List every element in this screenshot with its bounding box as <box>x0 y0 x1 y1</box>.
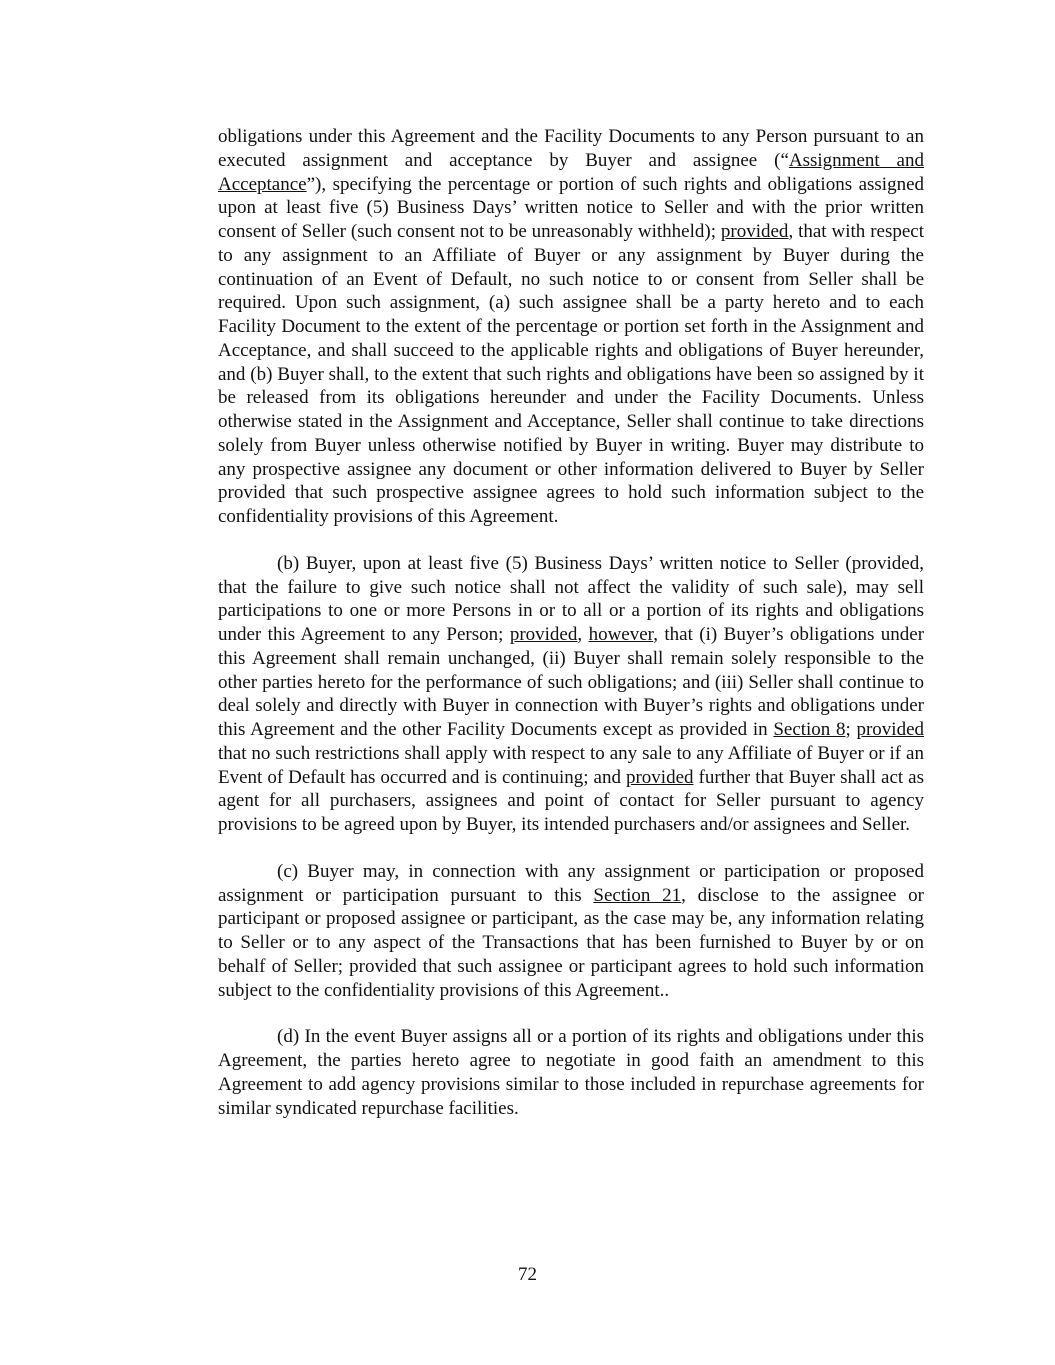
paragraph-b-participations <box>218 552 924 837</box>
text-run: (c) Buyer may, in connection with any assignment or participation or proposed assignment or participation pursuant to this <box>218 860 924 906</box>
paragraph-d-agency-amendment <box>218 1025 924 1120</box>
text-run: ; <box>845 719 857 740</box>
underlined-provided: provided <box>625 766 694 788</box>
underlined-provided: provided <box>720 221 789 242</box>
defined-term-assignment-and-acceptance: Assignment and Acceptance <box>218 149 924 195</box>
text-run: , that with respect to any assignment to an Affiliate of Buyer or any assignment by Buyer during the continuation of an Event of Default, no such notice to or consent from Seller shall be required. Upon such assignment, (a) such assignee shall be a party hereto and to each Facility Document to the extent of the percentage or portion set forth in the Assignment and Acceptance, and shall succeed to the applicable rights and obligations of Buyer hereunder, and (b) Buyer shall, to the extent that such rights and obligations have been so assigned by it be released from its obligations hereunder and under the Facility Documents. Unless otherwise stated in the Assignment and Acceptance, Seller shall continue to take directions solely from Buyer unless otherwise notified by Buyer in writing. Buyer may distribute to any prospective assignee any document or other information delivered to Buyer by Seller provided that such prospective assignee agrees to hold such information subject to the confidentiality provisions of this Agreement. <box>218 221 924 527</box>
text-run: further that Buyer shall act as agent for all purchasers, assignees and point of contact for Seller pursuant to agency provisions to be agreed upon by Buyer, its intended purchasers and/or assignees and Seller. <box>218 766 924 835</box>
page-number: 72 <box>518 1264 537 1285</box>
section-21-reference: Section 21 <box>593 884 682 906</box>
underlined-however: however <box>588 624 654 645</box>
text-run: , that (i) Buyer’s obligations under this Agreement shall remain unchanged, (ii) Buyer shall remain solely responsible to the other parties hereto for the performance of such obligations; and (iii) Seller shall continue to deal solely and directly with Buyer in connection with Buyer’s rights and obligations under this Agreement and the other Facility Documents except as provided in <box>218 624 925 740</box>
paragraph-c-disclosure <box>218 860 924 1003</box>
underlined-provided: provided <box>509 624 578 645</box>
text-run: obligations under this Agreement and the Facility Documents to any Person pursuant to an executed assignment and acceptance by Buyer and assignee (“ <box>218 126 924 171</box>
underlined-provided: provided <box>856 719 925 740</box>
text-run: ”), specifying the percentage or portion of such rights and obligations assigned upon at least five (5) Business Days’ written notice to Seller and with the prior written consent of Seller (such consent not to be unreasonably withheld); <box>218 173 924 242</box>
paragraph-assignment <box>218 125 924 529</box>
text-run: (b) Buyer, upon at least five (5) Business Days’ written notice to Seller (provided, that the failure to give such notice shall not affect the validity of such sale), may sell participations to one or more Persons in or to all or a portion of its rights and obligations under this Agreement to any Person; <box>218 552 924 645</box>
section-8-reference: Section 8 <box>773 719 846 740</box>
text-run: that no such restrictions shall apply with respect to any sale to any Affiliate of Buyer or if an Event of Default has occurred and is continuing; and <box>218 742 924 788</box>
text-run: (d) In the event Buyer assigns all or a portion of its rights and obligations under this Agreement, the parties hereto agree to negotiate in good faith an amendment to this Agreement to add agency provisions similar to those included in repurchase agreements for similar syndicated repurchase facilities. <box>218 1026 924 1119</box>
text-run: , <box>577 624 589 645</box>
text-run: , disclose to the assignee or participant or proposed assignee or participant, as the case may be, any information relating to Seller or to any aspect of the Transactions that has been furnished to Buyer by or on behalf of Seller; provided that such assignee or participant agrees to hold such information subject to the confidentiality provisions of this Agreement.. <box>218 884 924 1001</box>
document-body <box>218 125 924 1143</box>
